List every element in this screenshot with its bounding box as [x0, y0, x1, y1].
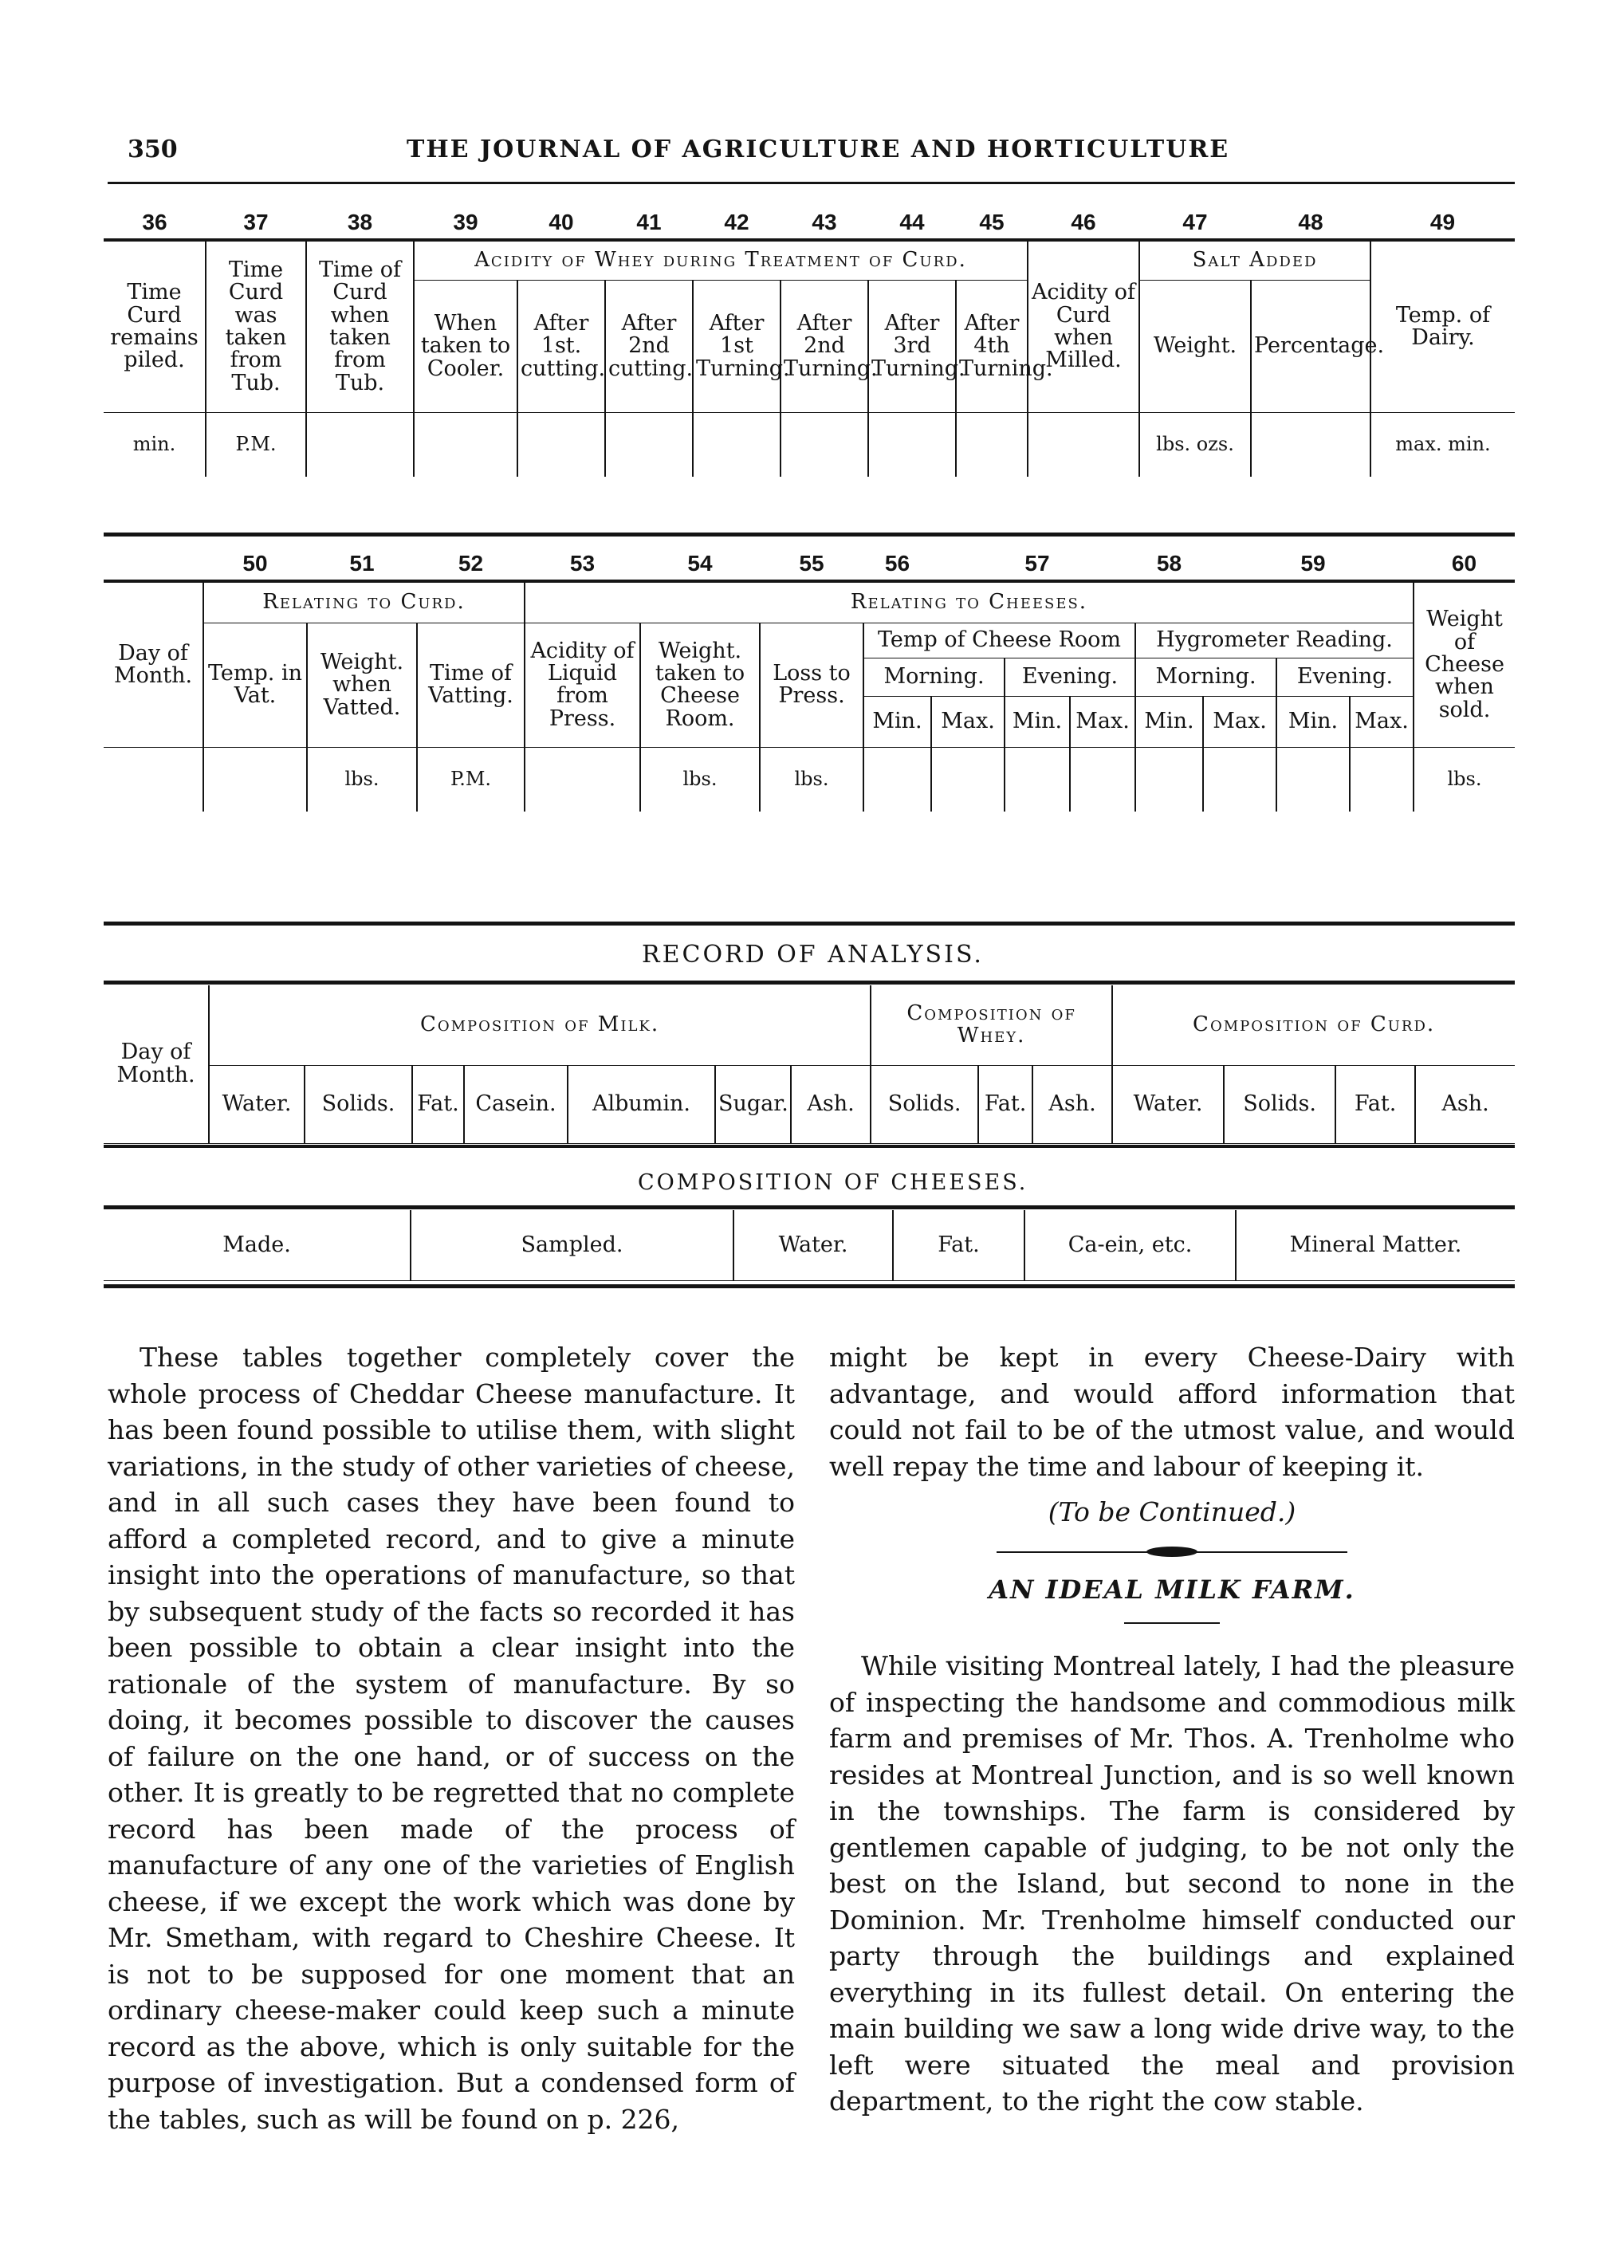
group-composition-whey: Composition of Whey. [871, 985, 1112, 1065]
group-composition-curd: Composition of Curd. [1112, 985, 1515, 1065]
temp-morning-max: Max. [931, 696, 1005, 747]
unit-cell [863, 747, 931, 812]
col-num: 36 [104, 209, 206, 240]
curd-fat: Fat. [1335, 1065, 1415, 1143]
col-num: 48 [1251, 209, 1370, 240]
cheese-casein: Ca-ein, etc. [1024, 1210, 1236, 1280]
to-be-continued: (To be Continued.) [1048, 1496, 1296, 1527]
milk-casein: Casein. [464, 1065, 568, 1143]
right-paragraph-continued: might be kept in every Cheese-Dairy with advantage, and would afford information that could not fail to be of the utmost value, and would well repay the time and labour of keeping it. [829, 1342, 1515, 1482]
curd-ash: Ash. [1415, 1065, 1515, 1143]
table2-bottom-rule [104, 922, 1515, 926]
analysis-top-rule [104, 981, 1515, 985]
col-num: 39 [414, 209, 517, 240]
milk-albumin: Albumin. [568, 1065, 715, 1143]
milk-water: Water. [209, 1065, 305, 1143]
unit-cell [605, 412, 693, 477]
page-header [104, 128, 1515, 175]
unit-cell [1070, 747, 1135, 812]
col-num: 58 [1135, 550, 1203, 581]
col-num [931, 550, 1005, 581]
temp-morning-min: Min. [863, 696, 931, 747]
unit-cell: P.M. [206, 412, 306, 477]
unit-cell [104, 747, 203, 812]
unit-cell [693, 412, 781, 477]
header-when-taken-cooler: When taken to Cooler. [414, 280, 517, 412]
col-num: 46 [1028, 209, 1139, 240]
col-num [1070, 550, 1135, 581]
col-num: 54 [640, 550, 760, 581]
table1-column-numbers [104, 209, 1515, 240]
col-num: 59 [1276, 550, 1350, 581]
unit-cell: max. min. [1395, 433, 1491, 456]
hygro-evening-max: Max. [1350, 696, 1414, 747]
col-num: 57 [1005, 550, 1070, 581]
curd-treatment-table [104, 209, 1515, 477]
cheese-room-table [104, 550, 1515, 812]
unit-cell [517, 412, 605, 477]
header-rule [108, 182, 1515, 184]
header-loss-press: Loss to Press. [760, 623, 863, 747]
unit-cell: lbs. [760, 747, 863, 812]
header-after-2nd-cutting: After 2nd cutting. [605, 280, 693, 412]
group-salt-added: Salt Added [1139, 240, 1370, 280]
header-after-1st-cutting: After 1st. cutting. [517, 280, 605, 412]
col-num: 49 [1370, 209, 1515, 240]
unit-cell: min. [104, 412, 206, 477]
unit-cell [868, 412, 956, 477]
col-num: 44 [868, 209, 956, 240]
unit-cell [956, 412, 1028, 477]
ornamental-divider [829, 1537, 1515, 1566]
cheeses-top-rule [104, 1205, 1515, 1209]
cheeses-bottom-rule [104, 1284, 1515, 1288]
unit-cell [1028, 412, 1139, 477]
unit-cell [1251, 412, 1370, 477]
hygro-morning: Morning. [1135, 658, 1276, 696]
col-num: 55 [760, 550, 863, 581]
cheeses-table [104, 1210, 1515, 1281]
col-num [104, 550, 203, 581]
col-num: 37 [206, 209, 306, 240]
col-num: 60 [1414, 550, 1515, 581]
unit-cell [1276, 747, 1350, 812]
header-salt-percentage: Percentage. [1251, 280, 1370, 412]
curd-water: Water. [1112, 1065, 1224, 1143]
header-acidity-liquid: Acidity of Liquid from Press. [525, 623, 640, 747]
page-number: 350 [128, 136, 178, 163]
header-time-piled: Time Curd remains piled. [104, 240, 206, 412]
unit-cell [931, 747, 1005, 812]
cheese-made: Made. [104, 1210, 411, 1280]
col-num: 41 [605, 209, 693, 240]
unit-cell [1005, 747, 1070, 812]
col-num: 56 [863, 550, 931, 581]
temp-evening-max: Max. [1070, 696, 1135, 747]
milk-sugar: Sugar. [715, 1065, 791, 1143]
analysis-table [104, 985, 1515, 1144]
header-temp-vat: Temp. in Vat. [203, 623, 307, 747]
col-num: 43 [781, 209, 868, 240]
col-num: 40 [517, 209, 605, 240]
unit-cell: lbs. ozs. [1139, 412, 1251, 477]
col-num: 45 [956, 209, 1028, 240]
hygro-morning-max: Max. [1203, 696, 1276, 747]
cheeses-title: COMPOSITION OF CHEESES. [638, 1170, 1028, 1195]
unit-cell: lbs. [1447, 768, 1482, 791]
col-num: 53 [525, 550, 640, 581]
cheese-mineral-matter: Mineral Matter. [1236, 1210, 1515, 1280]
unit-cell [306, 412, 414, 477]
left-column [108, 1339, 795, 2137]
col-num: 47 [1139, 209, 1251, 240]
whey-ash: Ash. [1032, 1065, 1112, 1143]
journal-title: THE JOURNAL OF AGRICULTURE AND HORTICULTURE [407, 136, 1230, 163]
col-num [1203, 550, 1276, 581]
unit-cell [203, 747, 307, 812]
milk-ash: Ash. [791, 1065, 871, 1143]
header-acidity-curd-milled: Acidity of Curd when Milled. [1028, 240, 1139, 412]
unit-cell: lbs. [307, 747, 417, 812]
unit-cell: lbs. [640, 747, 760, 812]
unit-cell [414, 412, 517, 477]
header-temp-dairy: Temp. of Dairy. [1370, 240, 1515, 412]
header-salt-weight: Weight. [1139, 280, 1251, 412]
header-after-2nd-turning: After 2nd Turning. [781, 280, 868, 412]
col-num: 51 [307, 550, 417, 581]
table1-bottom-rule [104, 533, 1515, 537]
curd-solids: Solids. [1224, 1065, 1335, 1143]
temp-evening-min: Min. [1005, 696, 1070, 747]
cheese-water: Water. [733, 1210, 893, 1280]
col-num: 52 [417, 550, 525, 581]
analysis-bottom-rule [104, 1145, 1515, 1148]
col-num [1350, 550, 1414, 581]
header-weight-cheese-room: Weight. taken to Cheese Room. [640, 623, 760, 747]
group-acidity-whey: Acidity of Whey during Treatment of Curd. [414, 240, 1028, 280]
unit-cell [1203, 747, 1276, 812]
hygro-evening: Evening. [1276, 658, 1414, 696]
header-time-vatting: Time of Vatting. [417, 623, 525, 747]
day-of-month: Day of Month. [104, 581, 203, 747]
right-column [829, 1339, 1515, 2120]
table2-column-numbers [104, 550, 1515, 581]
title-underline [1124, 1622, 1220, 1624]
temp-morning: Morning. [863, 658, 1005, 696]
col-num: 38 [306, 209, 414, 240]
header-time-taken-tub: Time Curd was taken from Tub. [206, 240, 306, 412]
whey-fat: Fat. [978, 1065, 1032, 1143]
left-paragraph: These tables together completely cover the whole process of Cheddar Cheese manufacture. It has been found possible to utilise them, with slight variations, in the study of other varieties of cheese, and in all such cases they have been found to afford a completed record, and to give a minute insight into the operations of manufacture, so that by subsequent study of the facts so recorded it has been possible to obtain a clear insight into the rationale of the system of manufacture. By so doing, it becomes possible to discover the causes of failure on the one hand, or of success on the other. It is greatly to be regretted that no complete record has been made of the process of manufacture of any one of the varieties of English cheese, if we except the work which was done by Mr. Smetham, with regard to Cheshire Cheese. It is not to be supposed for one moment that an ordinary cheese-maker could keep such a minute record as the above, which is only suitable for the purpose of investigation. But a condensed form of the tables, such as will be found on p. 226, [108, 1342, 795, 2135]
col-num: 42 [693, 209, 781, 240]
header-time-curd-when-taken: Time of Curd when taken from Tub. [306, 240, 414, 412]
unit-cell: P.M. [417, 747, 525, 812]
unit-cell [781, 412, 868, 477]
day-of-month: Day of Month. [104, 985, 209, 1143]
whey-solids: Solids. [871, 1065, 978, 1143]
hygro-morning-min: Min. [1135, 696, 1203, 747]
article-title: AN IDEAL MILK FARM. [989, 1574, 1355, 1605]
header-weight-vatted: Weight. when Vatted. [307, 623, 417, 747]
temp-evening: Evening. [1005, 658, 1135, 696]
header-temp-cheese-room: Temp of Cheese Room [863, 623, 1135, 658]
col-num: 50 [203, 550, 307, 581]
header-weight-cheese-sold: Weight of Cheese when sold. [1414, 581, 1515, 747]
article-paragraph: While visiting Montreal lately, I had the pleasure of inspecting the handsome and commodious milk farm and premises of Mr. Thos. A. Trenholme who resides at Montreal Junction, and is so well known in the townships. The farm is considered by gentlemen capable of judging, to be not only the best on the Island, but second to none in the Dominion. Mr. Trenholme himself conducted our party through the buildings and explained everything in its fullest detail. On entering the main building we saw a long wide drive way, to the left were situated the meal and provision department, to the right the cow stable. [829, 1650, 1515, 2117]
cheese-fat: Fat. [893, 1210, 1024, 1280]
unit-cell [525, 747, 640, 812]
hygro-evening-min: Min. [1276, 696, 1350, 747]
group-relating-curd: Relating to Curd. [203, 581, 525, 623]
unit-cell [1135, 747, 1203, 812]
milk-fat: Fat. [412, 1065, 464, 1143]
header-after-3rd-turning: After 3rd Turning. [868, 280, 956, 412]
group-composition-milk: Composition of Milk. [209, 985, 871, 1065]
analysis-title: RECORD OF ANALYSIS. [642, 941, 984, 969]
unit-cell [1350, 747, 1414, 812]
header-hygrometer: Hygrometer Reading. [1135, 623, 1414, 658]
group-relating-cheeses: Relating to Cheeses. [525, 581, 1414, 623]
header-after-4th-turning: After 4th Turning. [956, 280, 1028, 412]
header-after-1st-turning: After 1st Turning. [693, 280, 781, 412]
milk-solids: Solids. [305, 1065, 412, 1143]
cheese-sampled: Sampled. [411, 1210, 733, 1280]
